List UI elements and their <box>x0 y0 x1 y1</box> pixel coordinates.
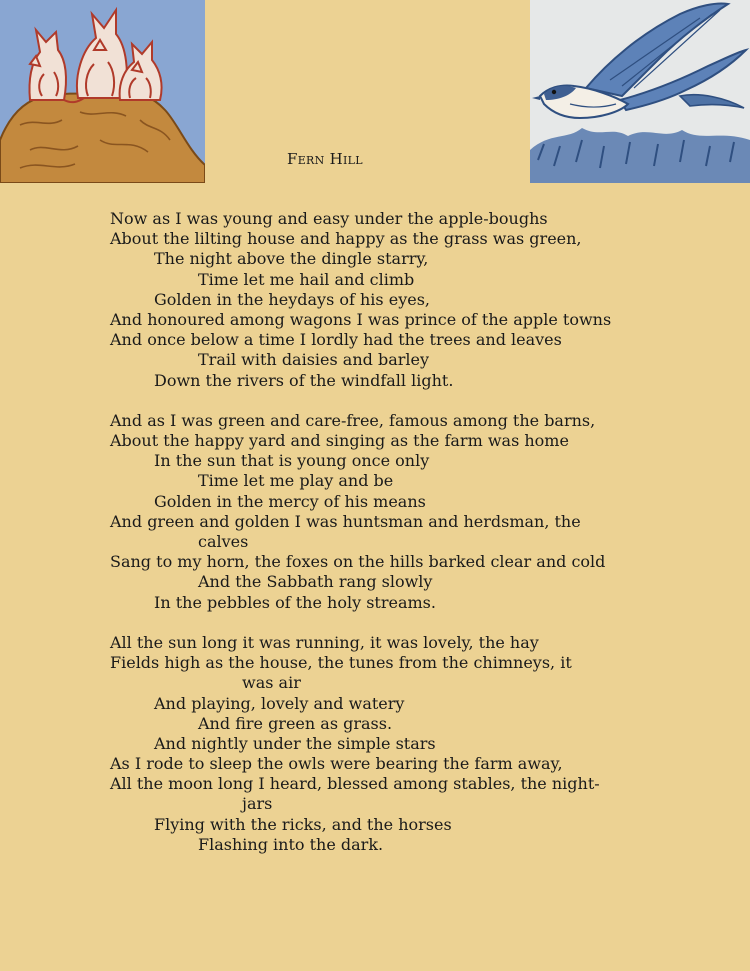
poem-line: And as I was green and care-free, famous among the barns, <box>110 410 596 430</box>
poem-line: Now as I was young and easy under the apple-boughs <box>110 209 548 228</box>
poem-line: All the moon long I heard, blessed among stables, the night- <box>110 774 600 794</box>
poem-line: As I rode to sleep the owls were bearing the farm away, <box>110 754 563 774</box>
stanza-3 <box>110 633 710 855</box>
swallow-illustration <box>530 0 750 183</box>
fox-icon <box>0 0 205 183</box>
poem-line: calves <box>198 532 249 551</box>
poem-body <box>110 209 710 855</box>
poem-line: In the pebbles of the holy streams. <box>154 592 436 612</box>
poem-line: Fields high as the house, the tunes from the chimneys, it <box>110 653 572 673</box>
poem-line: And fire green as grass. <box>198 713 393 733</box>
foxes-illustration <box>0 0 205 183</box>
swallow-icon <box>530 0 750 183</box>
poem-title: Fern Hill <box>287 150 363 168</box>
stanza-2 <box>110 411 710 613</box>
poem-line: Down the rivers of the windfall light. <box>154 370 454 390</box>
poem-line: And green and golden I was huntsman and herdsman, the <box>110 511 581 531</box>
poem-line: In the sun that is young once only <box>154 451 430 471</box>
poem-line: Golden in the heydays of his eyes, <box>154 289 430 309</box>
poem-line: Time let me play and be <box>198 471 394 491</box>
poem-line: All the sun long it was running, it was lovely, the hay <box>110 632 539 652</box>
poem-line: Flying with the ricks, and the horses <box>154 814 452 834</box>
poem-line: Golden in the mercy of his means <box>154 491 426 511</box>
poem-line: The night above the dingle starry, <box>154 249 429 269</box>
poem-line: And honoured among wagons I was prince of the apple towns <box>110 309 612 329</box>
poem-line: And playing, lovely and watery <box>154 693 405 713</box>
poem-line: And nightly under the simple stars <box>154 733 436 753</box>
stanza-break <box>110 613 710 633</box>
poem-line: Flashing into the dark. <box>198 834 384 854</box>
poem-line: About the happy yard and singing as the farm was home <box>110 431 569 451</box>
poem-line: Trail with daisies and barley <box>198 350 430 370</box>
poem-line: About the lilting house and happy as the grass was green, <box>110 229 582 249</box>
poem-line: Time let me hail and climb <box>198 269 415 289</box>
stanza-1 <box>110 209 710 391</box>
poem-line: jars <box>242 794 273 814</box>
poem-line: And the Sabbath rang slowly <box>198 572 433 592</box>
poem-line: was air <box>242 673 301 693</box>
poem-line: Sang to my horn, the foxes on the hills barked clear and cold <box>110 552 606 572</box>
poem-line: And once below a time I lordly had the trees and leaves <box>110 330 562 350</box>
stanza-break <box>110 391 710 411</box>
